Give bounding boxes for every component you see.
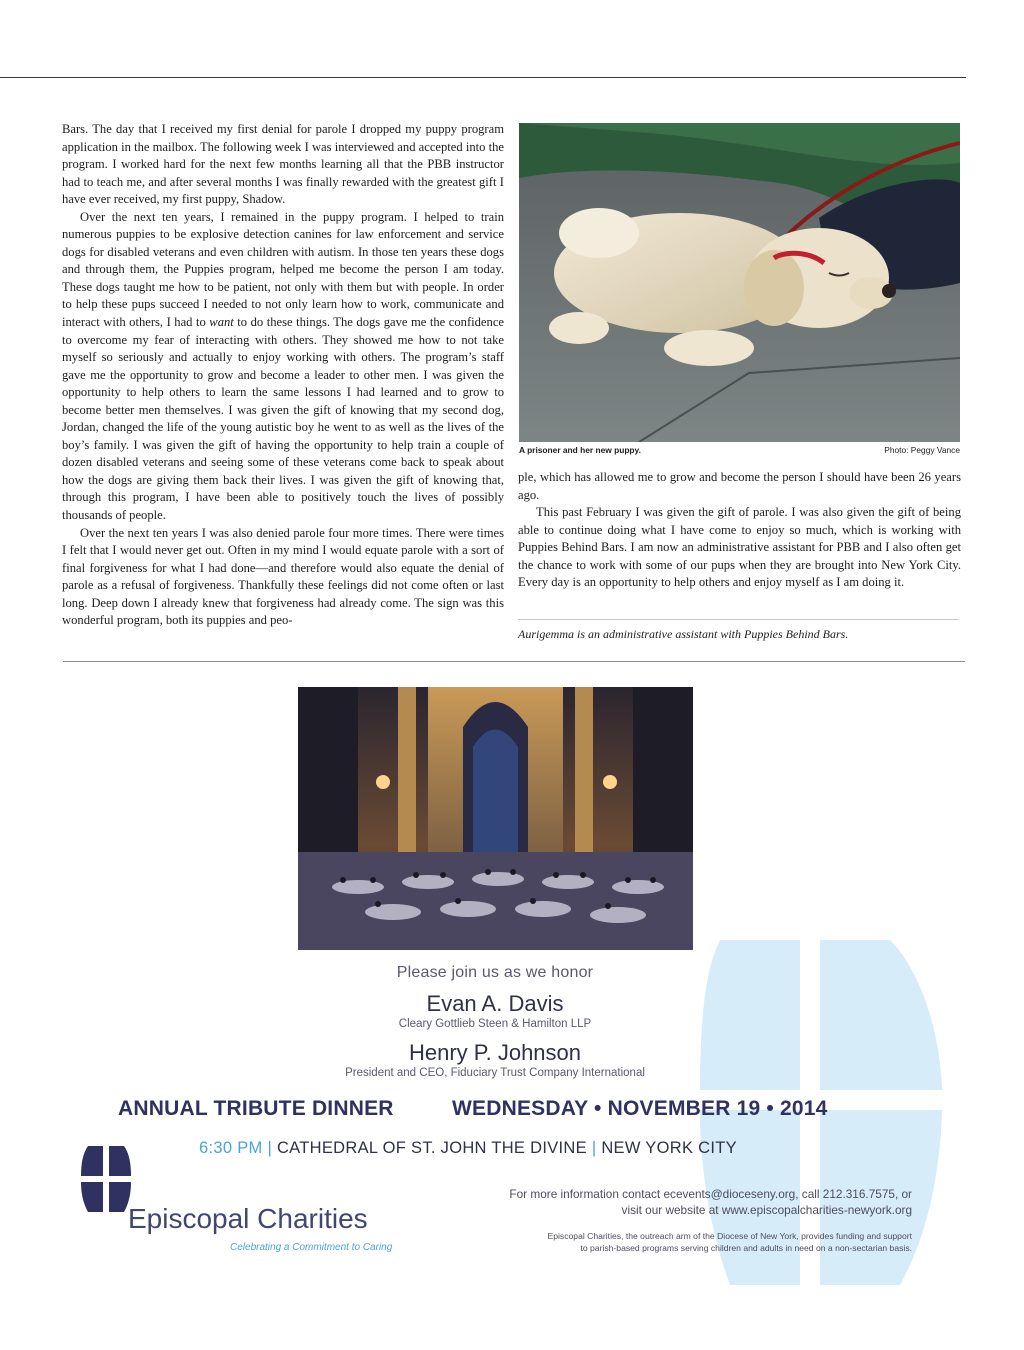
photo-caption-row <box>519 445 960 455</box>
brand-tagline: Celebrating a Commitment to Caring <box>230 1242 393 1253</box>
about-line-1: Episcopal Charities, the outreach arm of the Diocese of New York, provides funding and support <box>547 1231 912 1241</box>
contact-line-2: visit our website at www.episcopalcharities-newyork.org <box>621 1203 912 1217</box>
article-paragraph-2: Over the next ten years, I remained in the puppy program. I helped to train numerous puppies to be explosive detection canines for law enforcement and service dogs for disabled veterans and even children with autism. In those ten years these dogs and through them, the Puppies program, helped me become the person I am today. These dogs taught me how to be patient, not only with them but with people. In order to help these pups succeed I needed to not only learn how to work, communicate and interact with others, I had to want to do these things. The dogs gave me the confidence to overcome my fear of interacting with others. They showed me how to not take myself so seriously and actually to enjoy working with others. The program’s staff gave me the opportunity to grow and become a leader to other men. I was given the opportunity to help others to learn the same lessons I had learned and to grow to become better men themselves. I was given the gift of knowing that my second dog, Jordan, changed the life of the young autistic boy he went to as well as the lives of the boy’s family. I was given the gift of having the opportunity to help train a couple of dozen disabled veterans and seeing some of these veterans come back to speak about how the dogs are giving them back their lives. I was given the gift of knowing that, through this program, I have been able to positively touch the lives of possibly thousands of people. <box>62 209 504 523</box>
cathedral-photo <box>298 687 693 950</box>
puppy-photo <box>519 123 960 442</box>
separator: | <box>267 1139 273 1157</box>
article-paragraph-4: ple, which has allowed me to grow and become the person I should have been 26 years ago. <box>518 470 961 502</box>
event-time-venue <box>199 1139 737 1158</box>
photo-credit: Photo: Peggy Vance <box>884 445 960 455</box>
author-byline: Aurigemma is an administrative assistant with Puppies Behind Bars. <box>518 627 849 641</box>
article-paragraph-3: Over the next ten years I was also denied parole four more times. There were times I felt that I would never get out. Often in my mind I would equate parole with a sort of final forgiveness for what I had done—and therefore would also equate the denial of parole as a refusal of forgiveness. Thankfully these feelings did not come often or last long. Deep down I already knew that forgiveness had already come. The sign was this wonderful program, both its puppies and peo- <box>62 525 504 628</box>
invite-line: Please join us as we honor <box>396 964 594 981</box>
about-line-2: to parish-based programs serving children and adults in need on a non-sectarian basis. <box>580 1243 912 1253</box>
contact-line-1: For more information contact ecevents@dioceseny.org, call 212.316.7575, or <box>509 1187 912 1201</box>
event-name: ANNUAL TRIBUTE DINNER <box>118 1097 394 1120</box>
episcopal-cross-logo <box>78 1143 134 1215</box>
honoree-2-affiliation: President and CEO, Fiduciary Trust Company International <box>345 1067 645 1079</box>
organization-description <box>430 1230 912 1254</box>
article-right-column <box>518 469 961 592</box>
event-date: WEDNESDAY • NOVEMBER 19 • 2014 <box>452 1097 828 1120</box>
byline-rule <box>518 619 959 620</box>
article-paragraph-5: This past February I was given the gift of parole. I was also given the gift of being able to continue doing what I have come to enjoy so much, which is working with Puppies Behind Bars. I am now an administrative assistant for PBB and I also often get the chance to work with some of our pups when they are brought into New York City. Every day is an opportunity to help others and enjoy myself as I am doing it. <box>518 505 961 590</box>
section-rule <box>63 661 965 662</box>
separator: | <box>591 1139 597 1157</box>
article-left-column <box>62 121 504 630</box>
event-city: NEW YORK CITY <box>601 1139 737 1157</box>
article-paragraph-1: Bars. The day that I received my first denial for parole I dropped my puppy program application in the mailbox. The following week I was interviewed and accepted into the program. I worked hard for the next few months learning all that the PBB instructor had to teach me, and after several months I was finally rewarded with the greatest gift I have ever received, my first puppy, Shadow. <box>62 122 504 207</box>
event-venue: CATHEDRAL OF ST. JOHN THE DIVINE <box>276 1139 587 1157</box>
top-rule <box>0 77 966 78</box>
photo-caption: A prisoner and her new puppy. <box>519 445 641 455</box>
brand-name: Episcopal Charities <box>128 1203 368 1234</box>
emphasis-want: want <box>209 315 234 330</box>
honoree-1-name: Evan A. Davis <box>426 991 564 1016</box>
honoree-2-name: Henry P. Johnson <box>408 1040 582 1065</box>
contact-info <box>430 1186 912 1218</box>
event-time: 6:30 PM <box>199 1139 263 1157</box>
honoree-1-affiliation: Cleary Gottlieb Steen & Hamilton LLP <box>398 1018 592 1030</box>
